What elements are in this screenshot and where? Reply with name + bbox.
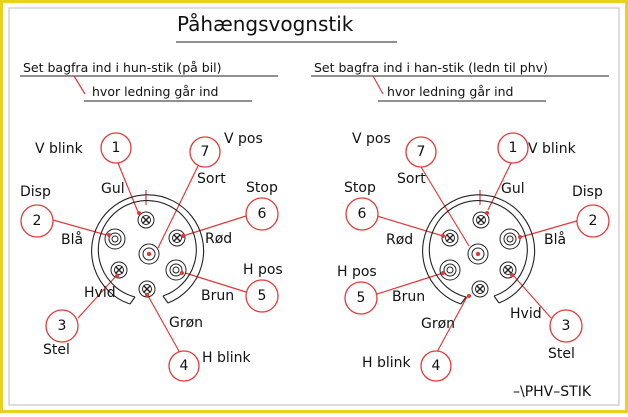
right-pin-rod (442, 230, 458, 246)
right-caption-line1: Set bagfra ind i han-stik (ledn til phv) (314, 60, 548, 75)
left-label-stop: Stop (246, 180, 278, 196)
right-pin-brun (440, 260, 460, 280)
right-bubble-1-label: 1 (508, 140, 518, 156)
right-caption-line2: hvor ledning går ind (387, 84, 514, 99)
right-label-stop: Stop (344, 180, 376, 196)
left-label-disp: Disp (20, 184, 51, 200)
right-pin-bla (500, 229, 520, 249)
right-label-disp: Disp (572, 184, 603, 200)
right-bubble-7-label: 7 (416, 144, 426, 160)
left-connector (20, 131, 283, 381)
right-label-v-pos: V pos (352, 131, 391, 147)
left-label-gron: Grøn (169, 315, 204, 331)
left-bubble-3-label: 3 (57, 318, 67, 334)
right-pin-sort (468, 244, 488, 264)
left-label-gul: Gul (101, 181, 125, 197)
right-pin-gron (472, 281, 488, 297)
left-bubble-1-label: 1 (111, 140, 121, 156)
right-connector (337, 131, 609, 381)
left-bubble-5-label: 5 (257, 288, 267, 304)
left-caption-line2: hvor ledning går ind (92, 84, 219, 99)
left-label-v-pos: V pos (224, 131, 263, 147)
right-bubble-2-label: 2 (588, 213, 598, 229)
left-label-brun: Brun (201, 288, 235, 304)
left-pin-sort (139, 244, 159, 264)
footer-tag: –\PHV–STIK (513, 384, 592, 400)
right-label-brun: Brun (392, 289, 426, 305)
left-pin-rod (169, 230, 185, 246)
left-label-stel: Stel (43, 342, 70, 358)
right-label-stel: Stel (548, 346, 575, 362)
left-label-bla: Blå (61, 232, 84, 248)
right-bubble-5-label: 5 (356, 290, 366, 306)
left-label-h-blink: H blink (202, 350, 251, 366)
left-pin-bla (105, 229, 125, 249)
right-label-hvid: Hvid (510, 306, 542, 322)
left-bubble-4-label: 4 (179, 358, 189, 374)
left-caption-line1: Set bagfra ind i hun-stik (på bil) (23, 60, 222, 75)
right-bubble-3-label: 3 (561, 318, 571, 334)
left-label-hvid: Hvid (84, 285, 116, 301)
right-label-rod: Rød (386, 232, 414, 248)
right-label-h-blink: H blink (362, 355, 411, 371)
left-bubble-7-label: 7 (200, 144, 210, 160)
left-label-rod: Rød (205, 231, 233, 247)
right-label-gul: Gul (501, 181, 525, 197)
right-label-sort: Sort (397, 171, 426, 187)
right-label-gron: Grøn (421, 316, 456, 332)
left-bubble-6-label: 6 (257, 206, 267, 222)
left-bubble-2-label: 2 (32, 213, 42, 229)
right-label-bla: Blå (544, 232, 567, 248)
diagram-title: Påhængsvognstik (177, 12, 354, 36)
right-bubble-6-label: 6 (357, 206, 367, 222)
right-label-h-pos: H pos (337, 264, 377, 280)
left-pin-hvid (111, 262, 127, 278)
right-label-v-blink: V blink (528, 141, 576, 157)
left-label-sort: Sort (197, 171, 226, 187)
left-pin-brun (166, 260, 186, 280)
left-label-v-blink: V blink (35, 141, 83, 157)
right-bubble-4-label: 4 (431, 358, 441, 374)
left-label-h-pos: H pos (243, 262, 283, 278)
